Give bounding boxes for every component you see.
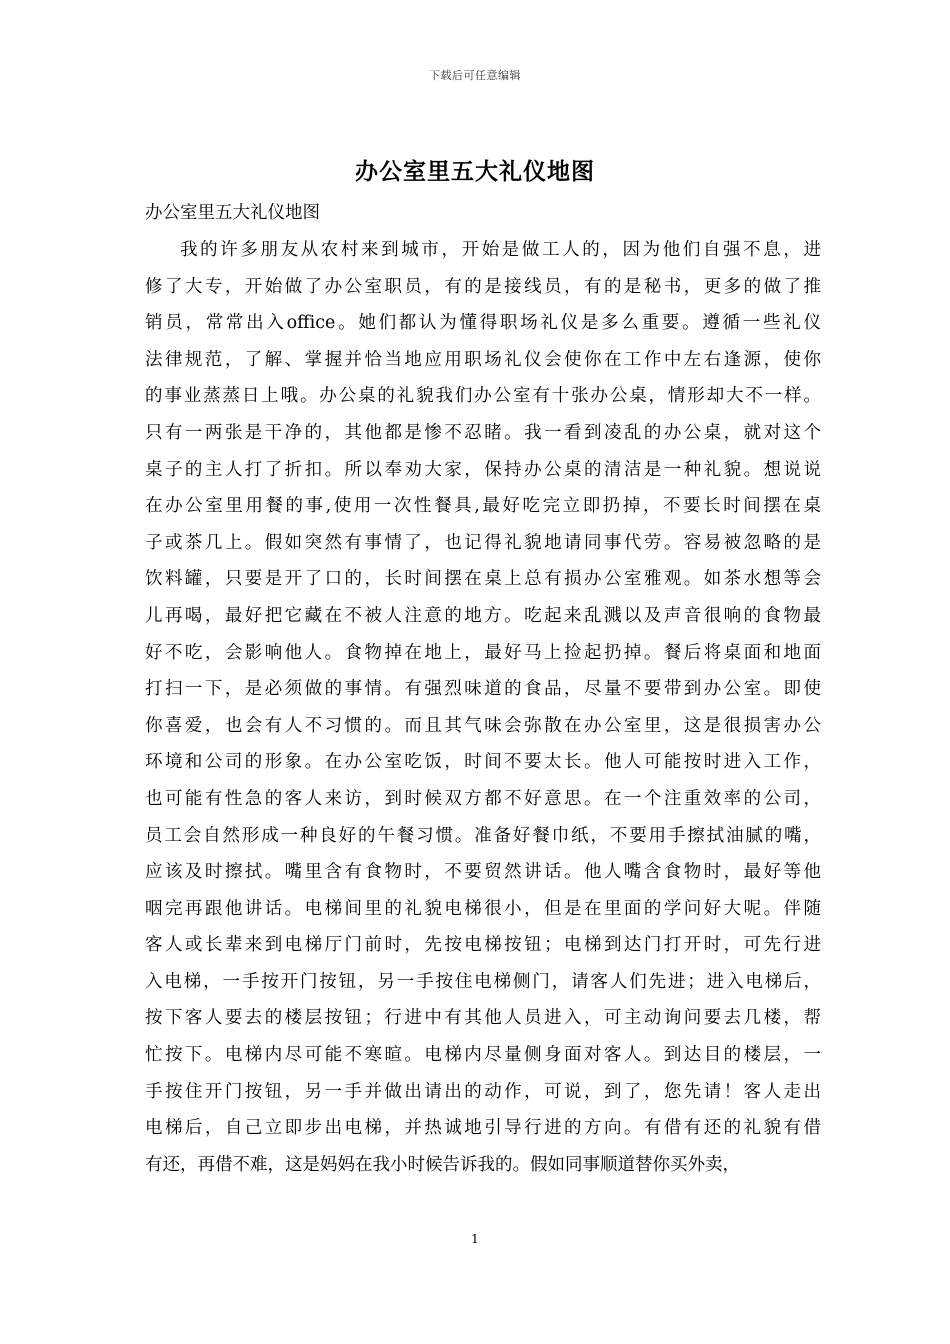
body-line: 忙按下。电梯内尽可能不寒暄。电梯内尽量侧身面对客人。到达目的楼层，一 — [145, 1045, 821, 1066]
body-line: 应该及时擦拭。嘴里含有食物时，不要贸然讲话。他人嘴含食物时，最好等他 — [145, 862, 821, 883]
body-line: 你喜爱，也会有人不习惯的。而且其气味会弥散在办公室里，这是很损害办公 — [145, 715, 821, 736]
body-line: 入电梯，一手按开门按钮，另一手按住电梯侧门，请客人们先进；进入电梯后， — [145, 971, 821, 992]
body-line: 有还，再借不难，这是妈妈在我小时候告诉我的。假如同事顺道替你买外卖， — [145, 1154, 740, 1175]
body-line: 好不吃，会影响他人。食物掉在地上，最好马上捡起扔掉。餐后将桌面和地面 — [145, 642, 821, 663]
body-line: 咽完再跟他讲话。电梯间里的礼貌电梯很小，但是在里面的学问好大呢。伴随 — [145, 898, 821, 919]
body-line: 也可能有性急的客人来访，到时候双方都不好意思。在一个注重效率的公司， — [145, 788, 821, 809]
body-line: 客人或长辈来到电梯厅门前时，先按电梯按钮；电梯到达门打开时，可先行进 — [145, 935, 821, 956]
body-line: 法律规范，了解、掌握并恰当地应用职场礼仪会使你在工作中左右逢源，使你 — [145, 349, 821, 370]
header-note: 下载后可任意编辑 — [429, 69, 521, 82]
body-line: 打扫一下，是必须做的事情。有强烈味道的食品，尽量不要带到办公室。即使 — [145, 679, 821, 700]
body-line: 电梯后，自己立即步出电梯，并热诚地引导行进的方向。有借有还的礼貌有借 — [145, 1118, 821, 1139]
body-line: 手按住开门按钮，另一手并做出请出的动作，可说，到了，您先请！客人走出 — [145, 1081, 821, 1102]
body-line: 按下客人要去的楼层按钮；行进中有其他人员进入，可主动询问要去几楼，帮 — [145, 1008, 821, 1029]
body-text — [145, 236, 821, 1187]
body-line: 我的许多朋友从农村来到城市，开始是做工人的，因为他们自强不息，进 — [180, 240, 821, 260]
body-line: 子或茶几上。假如突然有事情了，也记得礼貌地请同事代劳。容易被忽略的是 — [145, 532, 821, 553]
body-line: 饮料罐，只要是开了口的，长时间摆在桌上总有损办公室雅观。如茶水想等会 — [145, 569, 821, 590]
page-number: 1 — [471, 1232, 479, 1246]
body-line: 修了大专，开始做了办公室职员，有的是接线员，有的是秘书，更多的做了推 — [145, 276, 821, 297]
document-title: 办公室里五大礼仪地图 — [355, 159, 595, 185]
body-line: 在办公室里用餐的事,使用一次性餐具,最好吃完立即扔掉，不要长时间摆在桌 — [145, 496, 821, 517]
body-line: 只有一两张是干净的，其他都是惨不忍睹。我一看到凌乱的办公桌，就对这个 — [145, 422, 821, 443]
document-subtitle: 办公室里五大礼仪地图 — [145, 203, 320, 223]
body-line: 的事业蒸蒸日上哦。办公桌的礼貌我们办公室有十张办公桌，情形却大不一样。 — [145, 386, 821, 407]
body-line: 儿再喝，最好把它藏在不被人注意的地方。吃起来乱溅以及声音很响的食物最 — [145, 605, 821, 626]
body-line: 环境和公司的形象。在办公室吃饭，时间不要太长。他人可能按时进入工作， — [145, 752, 821, 773]
body-line: 销员，常常出入office。她们都认为懂得职场礼仪是多么重要。遵循一些礼仪 — [145, 313, 821, 334]
body-line: 员工会自然形成一种良好的午餐习惯。准备好餐巾纸，不要用手擦拭油腻的嘴， — [145, 825, 821, 846]
body-line: 桌子的主人打了折扣。所以奉劝大家，保持办公桌的清洁是一种礼貌。想说说 — [145, 459, 821, 480]
